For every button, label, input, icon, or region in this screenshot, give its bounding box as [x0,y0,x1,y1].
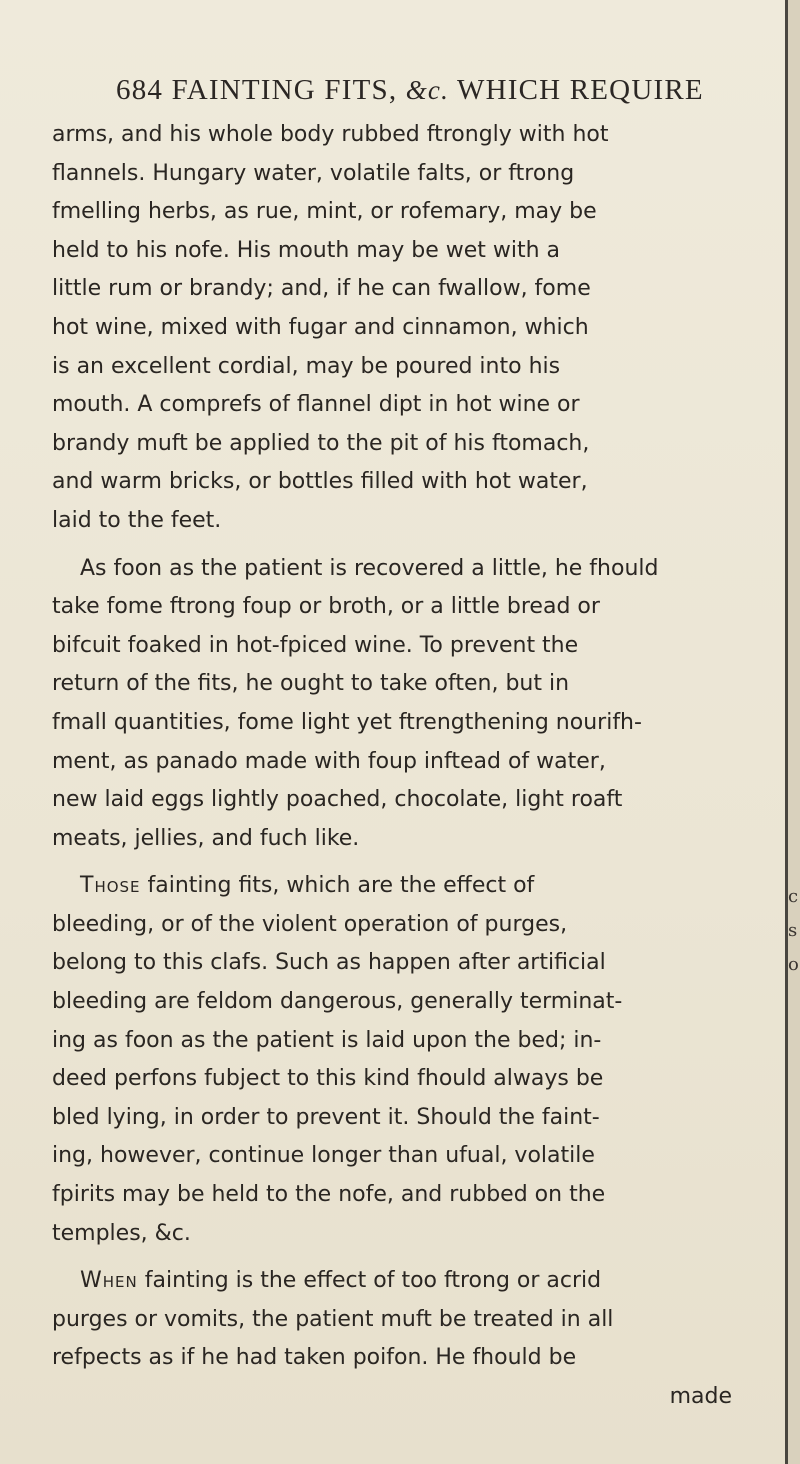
margin-fragments [788,880,800,982]
text-line: fpirits may be held to the nofe, and rubbed on the [52,1182,606,1208]
text-line: deed perfons fubject to this kind fhould always be [52,1066,604,1092]
paragraph-1 [52,116,792,541]
text-line: return of the fits, he ought to take often, but in [52,671,570,697]
text-line: ing, however, continue longer than ufual, volatile [52,1143,595,1169]
text-line: refpects as if he had taken poifon. He fhould be [52,1345,577,1371]
text-line: new laid eggs lightly poached, chocolate, light roaft [52,787,623,813]
text-line: arms, and his whole body rubbed ftrongly with hot [52,122,609,147]
lead-word: When [80,1268,138,1294]
text-line: fmall quantities, fome light yet ftrengthening nourifh- [52,709,642,735]
text-line: and warm bricks, or bottles filled with hot water, [52,469,588,495]
text-line: purges or vomits, the patient muft be treated in all [52,1306,614,1332]
text-line [52,1262,792,1301]
text-line: bleeding are feldom dangerous, generally terminat- [52,989,623,1015]
text-line: ing as foon as the patient is laid upon the bed; in- [52,1027,602,1053]
page-number: 684 [116,74,164,106]
text-line: belong to this clafs. Such as happen after artificial [52,950,606,976]
paragraph-4 [52,1262,792,1416]
text-line: bled lying, in order to prevent it. Should the faint- [52,1104,600,1130]
paragraph-2 [52,550,792,859]
margin-fragment: o [788,954,799,975]
text-line: hot wine, mixed with fugar and cinnamon, which [52,314,589,340]
running-head [116,74,704,107]
text-line: meats, jellies, and fuch like. [52,825,360,851]
body-text [52,116,792,1417]
gutter-line [785,0,788,1464]
text-line: laid to the feet. [52,507,222,533]
paragraph-3 [52,867,792,1253]
running-title-part1: FAINTING FITS, [171,74,398,106]
adjacent-page-edge [788,0,800,1464]
margin-fragment: s [788,920,798,941]
text-line: is an excellent cordial, may be poured into his [52,353,561,379]
text-line: bleeding, or of the violent operation of purges, [52,911,568,937]
running-title-part2: WHICH REQUIRE [457,74,704,106]
margin-fragment: c [788,886,799,907]
catchword: made [669,1384,732,1409]
text-line: ment, as panado made with foup inftead of water, [52,748,606,774]
first-line-rest: fainting is the effect of too ftrong or acrid [137,1268,602,1294]
text-line: temples, &c. [52,1220,191,1246]
text-line: brandy muft be applied to the pit of his ftomach, [52,430,590,456]
lead-word: Those [80,873,141,899]
text-line: held to his nofe. His mouth may be wet with a [52,237,561,263]
text-line: As foon as the patient is recovered a little, he fhould [80,555,659,581]
text-line: fmelling herbs, as rue, mint, or rofemary, may be [52,199,597,225]
running-title-etc: &c. [405,75,450,105]
text-line: mouth. A comprefs of flannel dipt in hot wine or [52,392,580,418]
first-line-rest: fainting fits, which are the effect of [140,873,535,899]
text-line: little rum or brandy; and, if he can fwallow, fome [52,276,591,302]
text-line: bifcuit foaked in hot-fpiced wine. To prevent the [52,632,579,658]
text-line: take fome ftrong foup or broth, or a little bread or [52,594,600,620]
text-line [52,867,792,906]
text-line: flannels. Hungary water, volatile falts, or ftrong [52,160,575,186]
